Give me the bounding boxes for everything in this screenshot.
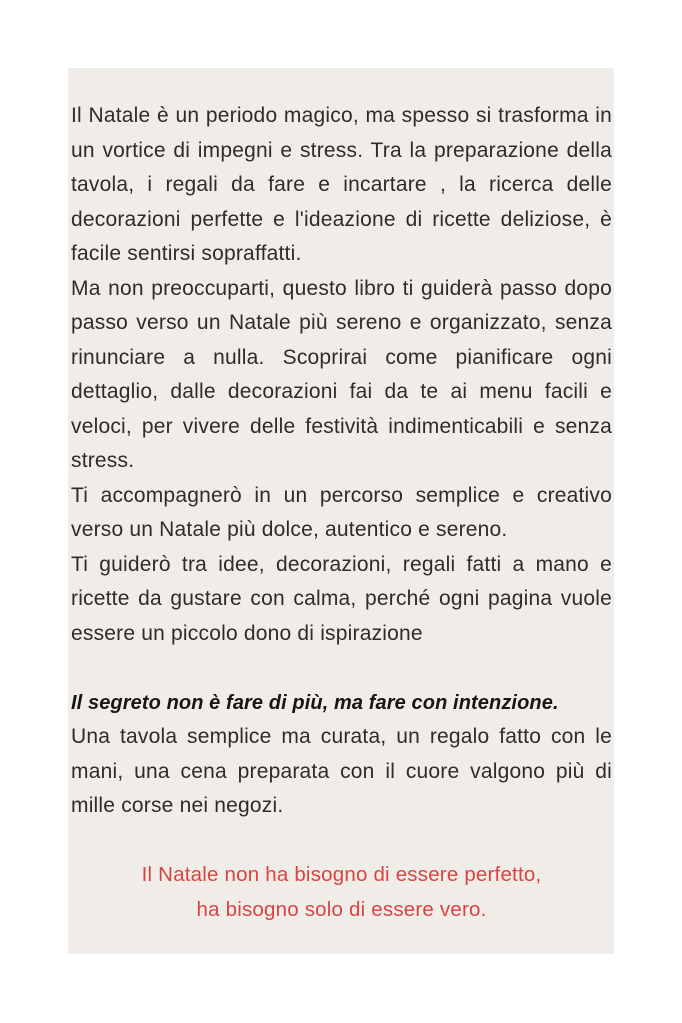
quote-line-1: Il Natale non ha bisogno di essere perfetto,	[141, 863, 542, 886]
guide-paragraph: Ma non preoccuparti, questo libro ti guiderà passo dopo passo verso un Natale più sereno e organizzato, senza rinunciare a nulla. Scoprirai come pianificare ogni dettaglio, dalle decorazioni fai da te ai menu facili e veloci, per vivere delle festività indimenticabili e senza stress.	[71, 276, 612, 472]
blank-line	[71, 824, 612, 859]
intro-paragraph: Il Natale è un periodo magico, ma spesso si trasforma in un vortice di impegni e stress. Tra la preparazione della tavola, i regali da fare e incartare , la ricerca delle decorazioni perfette e l'ideazione di ricette deliziose, è facile sentirsi sopraffatti.	[71, 104, 612, 265]
ideas-paragraph: Ti guiderò tra idee, decorazioni, regali fatti a mano e ricette da gustare con calma, perché ogni pagina vuole essere un piccolo dono di ispirazione	[71, 552, 612, 645]
journey-paragraph: Ti accompagnerò in un percorso semplice e creativo verso un Natale più dolce, autentico e sereno.	[71, 483, 612, 541]
emphasis-line: Il segreto non è fare di più, ma fare con intenzione.	[71, 691, 559, 714]
blank-line	[71, 651, 612, 686]
content-panel	[68, 68, 614, 954]
values-paragraph: Una tavola semplice ma curata, un regalo fatto con le mani, una cena preparata con il cuore valgono più di mille corse nei negozi.	[71, 725, 612, 817]
closing-quote	[71, 858, 612, 927]
quote-line-2: ha bisogno solo di essere vero.	[196, 897, 487, 921]
